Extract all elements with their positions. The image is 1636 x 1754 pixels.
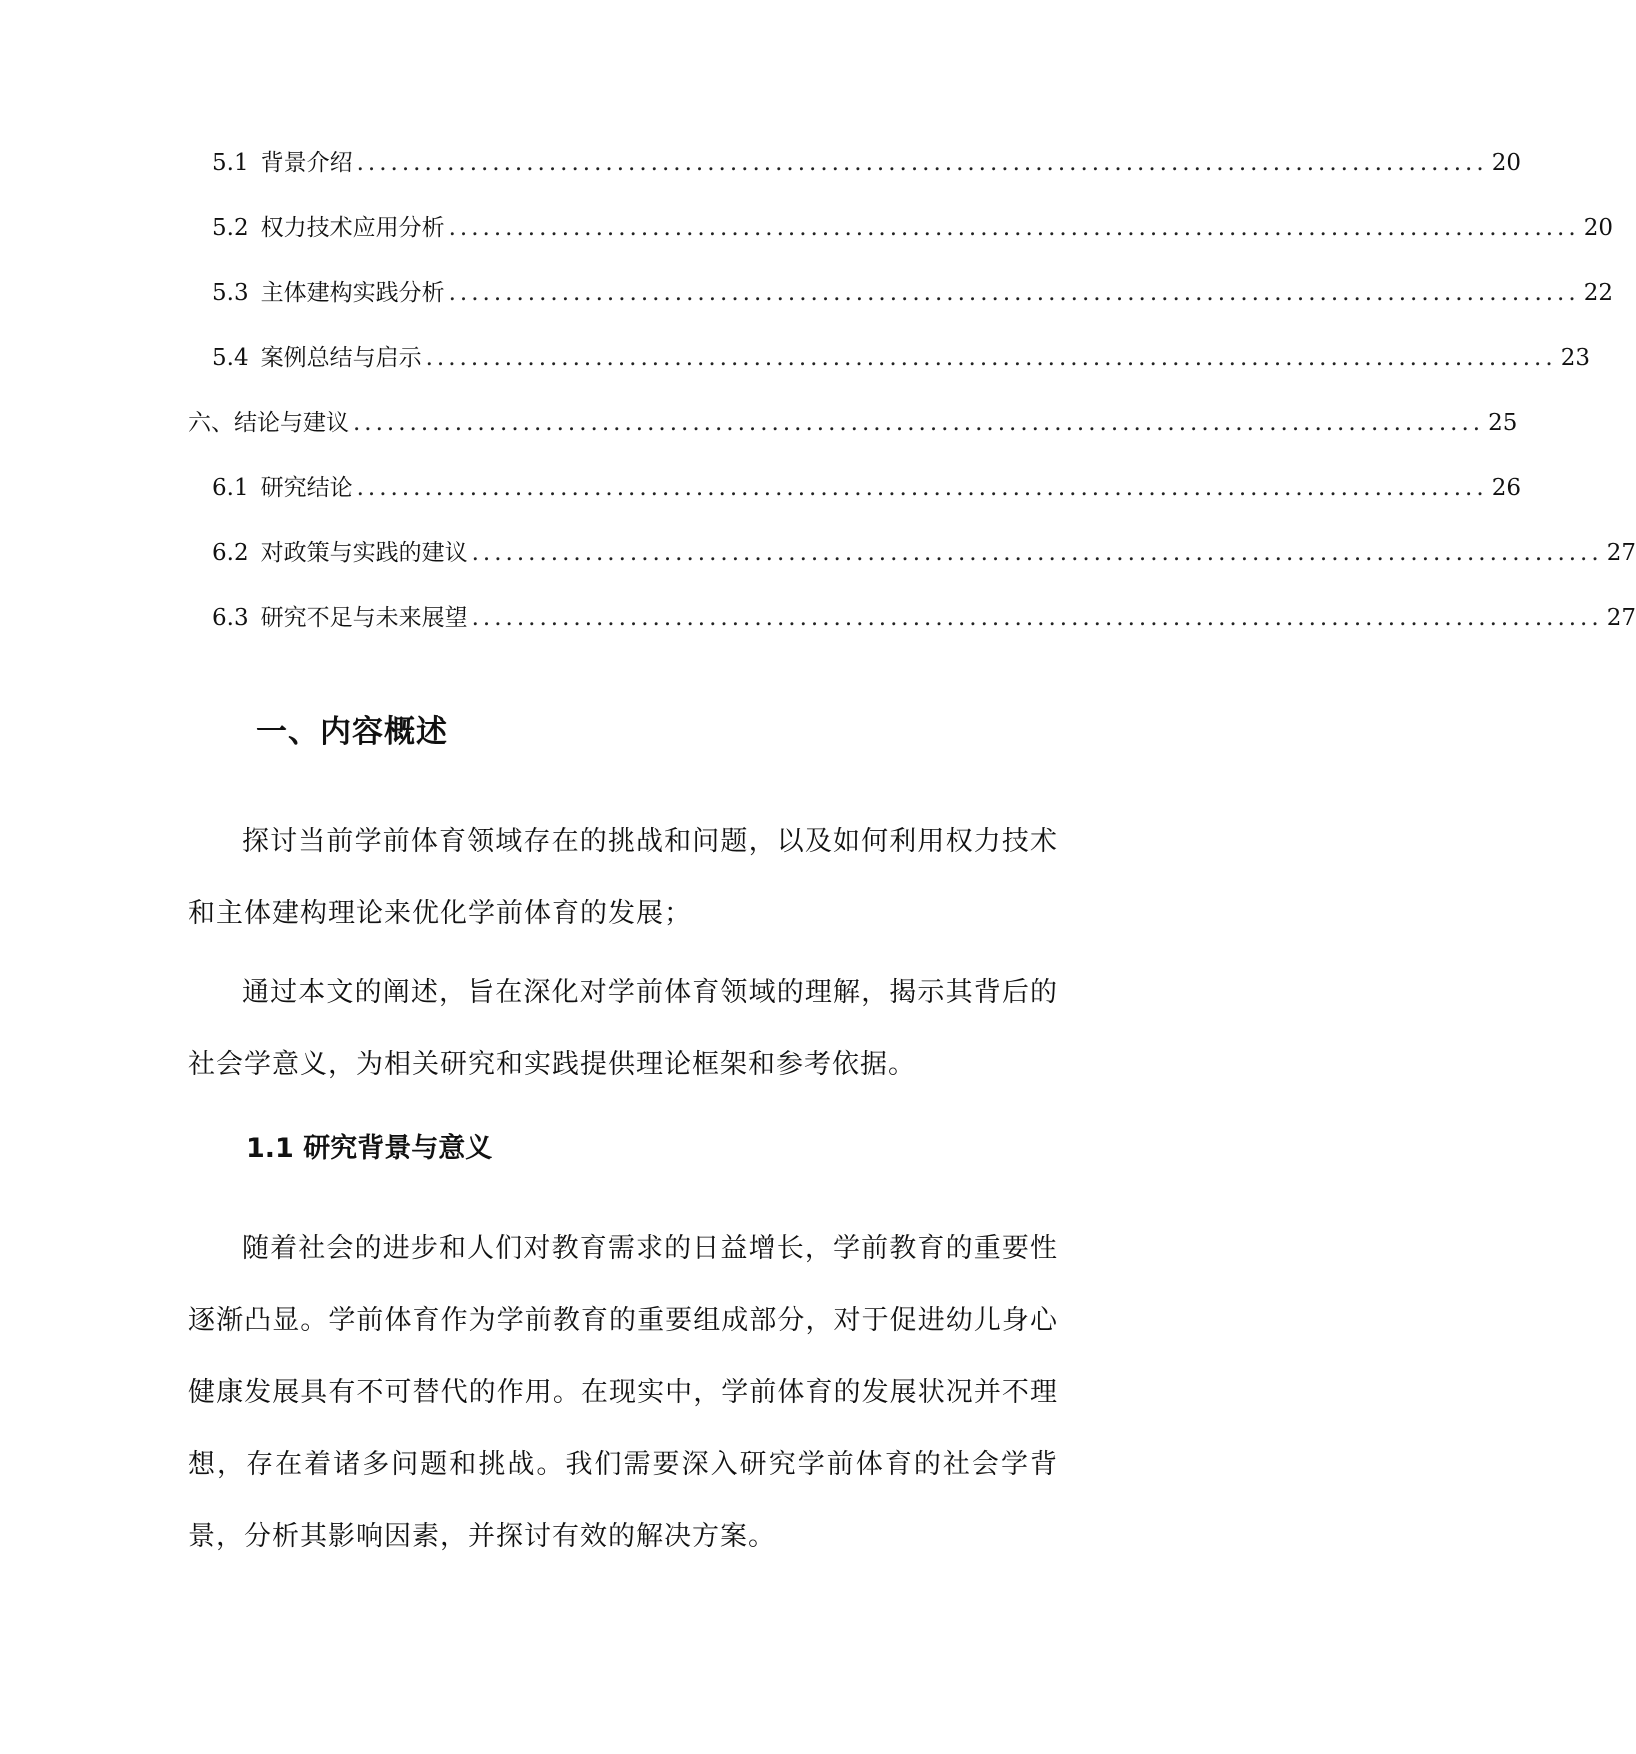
toc-entry-title: 研究不足与未来展望 [260,605,468,631]
toc-entry-title: 案例总结与启示 [260,345,422,371]
toc-entry-page: 20 [1583,215,1613,241]
toc-entry[interactable] [188,603,1636,668]
table-of-contents [188,148,1636,668]
toc-leader-dots: .................................................................................................... [448,280,1580,306]
toc-leader-dots: .................................................................................................... [356,150,1488,176]
toc-entry-title: 权力技术应用分析 [260,215,445,241]
toc-entry-number: 5.3 [212,280,249,306]
toc-entry-page: 27 [1606,540,1636,566]
toc-leader-dots: .................................................................................................... [448,215,1580,241]
body-paragraph: 随着社会的进步和人们对教育需求的日益增长，学前教育的重要性逐渐凸显。学前体育作为学前教育的重要组成部分，对于促进幼儿身心健康发展具有不可替代的作用。在现实中，学前体育的发展状况并不理想，存在着诸多问题和挑战。我们需要深入研究学前体育的社会学背景，分析其影响因素，并探讨有效的解决方案。 [188,1233,1058,1552]
toc-entry-page: 27 [1606,605,1636,631]
body-paragraph: 探讨当前学前体育领域存在的挑战和问题，以及如何利用权力技术和主体建构理论来优化学前体育的发展； [188,826,1058,929]
toc-entry[interactable] [188,148,1521,213]
toc-entry-title: 研究结论 [260,475,353,501]
toc-entry[interactable] [188,473,1521,538]
subsection-heading: 1.1 研究背景与意义 [246,1133,493,1164]
toc-entry[interactable] [188,343,1590,408]
toc-entry-title: 主体建构实践分析 [260,280,445,306]
toc-entry-number: 6.3 [212,605,249,631]
toc-entry-title: 背景介绍 [260,150,353,176]
toc-entry-number: 5.2 [212,215,249,241]
toc-entry-page: 22 [1583,280,1613,306]
toc-entry[interactable] [188,213,1613,278]
toc-entry-number: 6.2 [212,540,249,566]
toc-leader-dots: .................................................................................................... [471,605,1603,631]
toc-entry-number: 6.1 [212,475,249,501]
toc-leader-dots: .................................................................................................... [353,410,1485,436]
toc-entry-number: 5.4 [212,345,249,371]
toc-entry-page: 23 [1560,345,1590,371]
section-heading: 一、内容概述 [256,714,448,750]
body-paragraph: 通过本文的阐述，旨在深化对学前体育领域的理解，揭示其背后的社会学意义，为相关研究和实践提供理论框架和参考依据。 [188,977,1058,1080]
toc-entry[interactable] [188,278,1613,343]
toc-entry-chapter[interactable] [188,408,1518,473]
toc-entry[interactable] [188,538,1636,603]
toc-entry-page: 20 [1491,150,1521,176]
toc-leader-dots: .................................................................................................... [471,540,1603,566]
toc-entry-title: 六、结论与建议 [188,410,349,436]
toc-entry-page: 25 [1488,410,1518,436]
toc-leader-dots: .................................................................................................... [356,475,1488,501]
toc-entry-page: 26 [1491,475,1521,501]
toc-entry-title: 对政策与实践的建议 [260,540,468,566]
toc-entry-number: 5.1 [212,150,249,176]
toc-leader-dots: .................................................................................................... [425,345,1557,371]
